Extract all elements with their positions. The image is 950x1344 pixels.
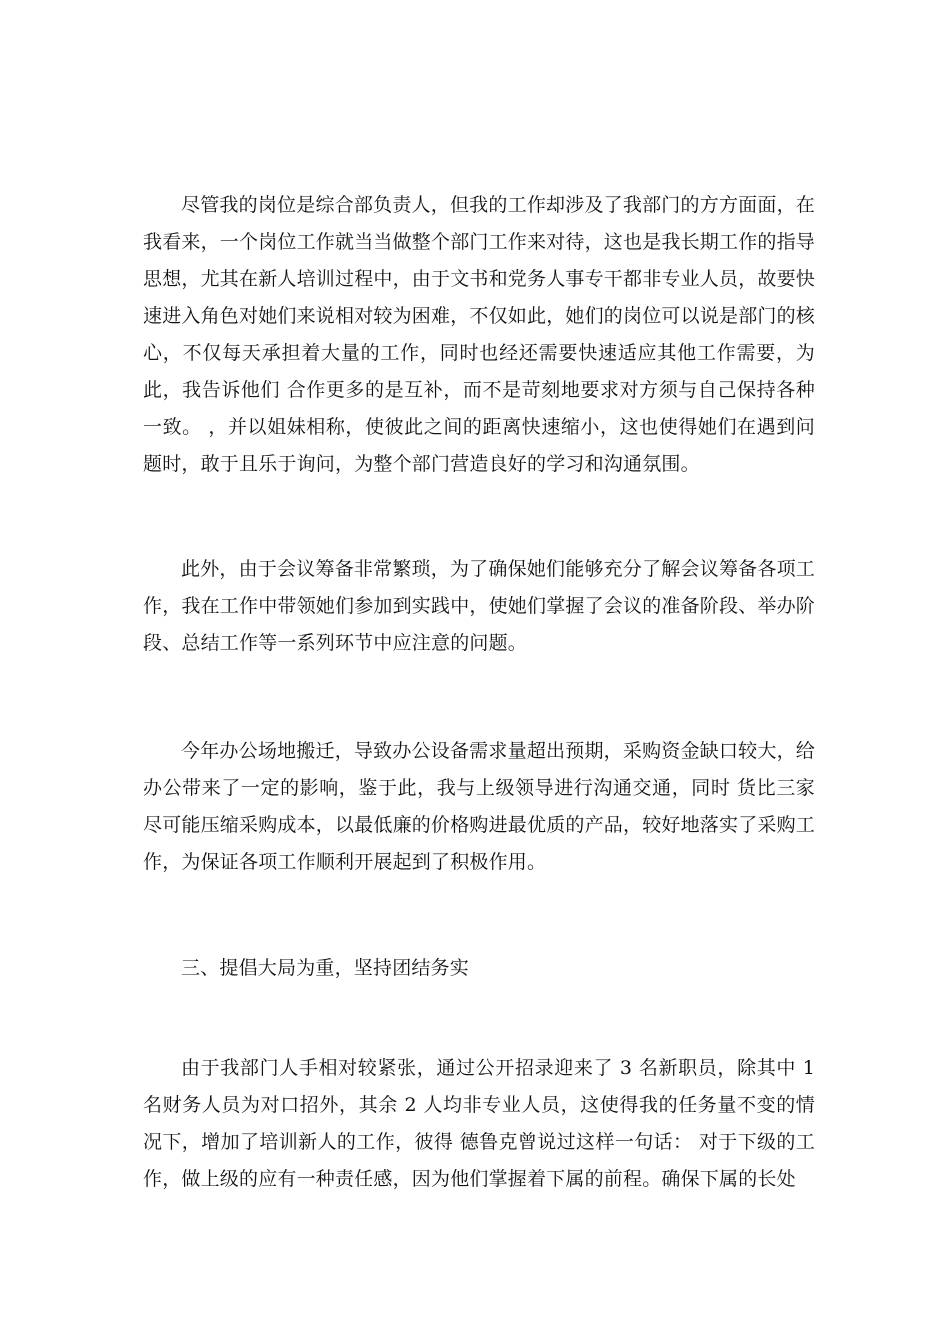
paragraph-4: 由于我部门人手相对较紧张，通过公开招录迎来了 3 名新职员，除其中 1 名财务人员为对口招外，其余 2 人均非专业人员，这使得我的任务量不变的情况下，增加了培训新人的工作，彼得 德鲁克曾说过这样一句话： 对于下级的工作，做上级的应有一种责任感，因为他们掌握着下属的前程。确保下属的长处 xyxy=(143,1057,815,1190)
section-heading: 三、提倡大局为重，坚持团结务实 xyxy=(181,957,470,979)
paragraph-3: 今年办公场地搬迁，导致办公设备需求量超出预期，采购资金缺口较大，给办公带来了一定的影响，鉴于此，我与上级领导进行沟通交通，同时 货比三家尽可能压缩采购成本，以最低廉的价格购进最优质的产品，较好地落实了采购工作，为保证各项工作顺利开展起到了积极作用。 xyxy=(143,740,816,873)
paragraph-2: 此外，由于会议筹备非常繁琐，为了确保她们能够充分了解会议筹备各项工作，我在工作中带领她们参加到实践中，使她们掌握了会议的准备阶段、举办阶段、总结工作等一系列环节中应注意的问题。 xyxy=(143,558,816,654)
paragraph-1: 尽管我的岗位是综合部负责人，但我的工作却涉及了我部门的方方面面，在我看来，一个岗位工作就当当做整个部门工作来对待，这也是我长期工作的指导思想，尤其在新人培训过程中，由于文书和党务人事专干都非专业人员，故要快速进入角色对她们来说相对较为困难，不仅如此，她们的岗位可以说是部门的核心，不仅每天承担着大量的工作，同时也经还需要快速适应其他工作需要，为此，我告诉他们 合作更多的是互补，而不是苛刻地要求对方须与自己保持各种一致。 ，并以姐妹相称，使彼此之间的距离快速缩小，这也使得她们在遇到问题时，敢于且乐于询问，为整个部门营造良好的学习和沟通氛围。 xyxy=(143,194,816,475)
